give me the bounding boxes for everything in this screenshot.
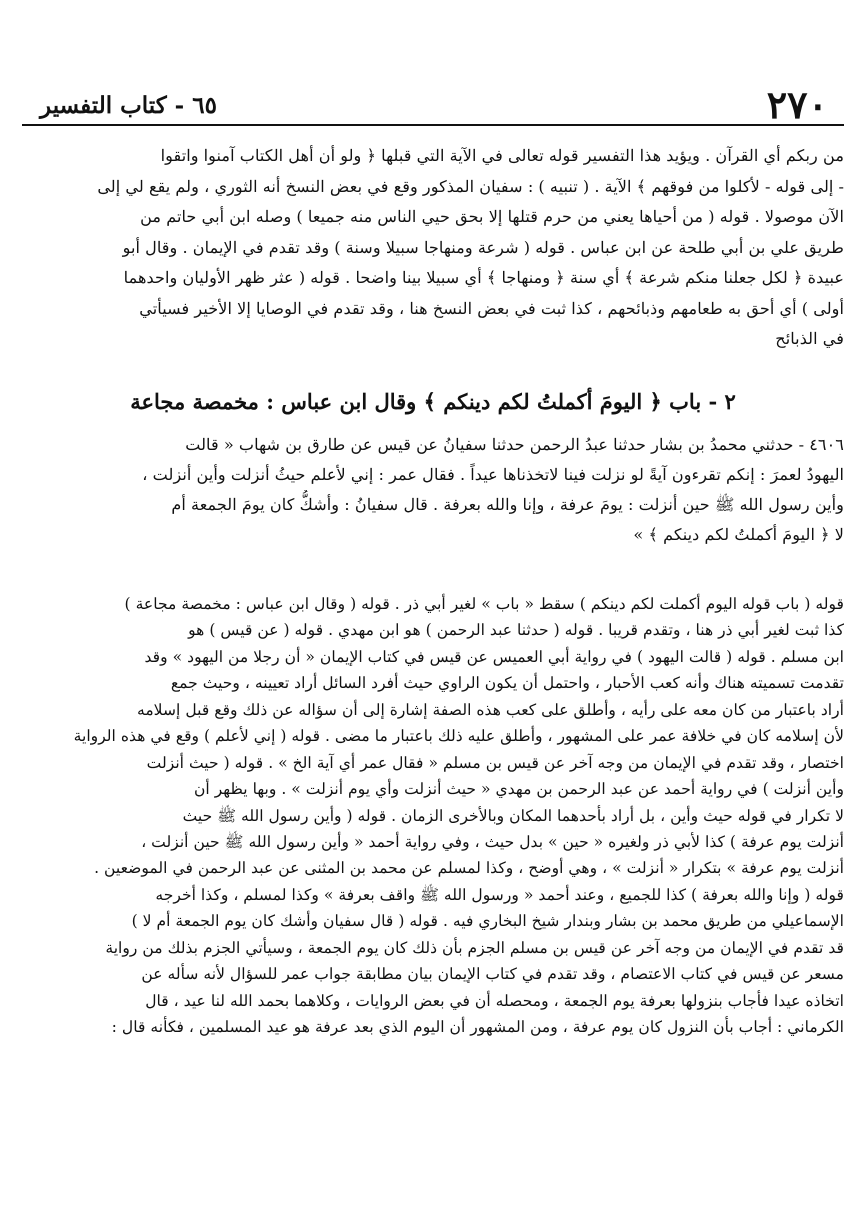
text-line: لا تكرار في قوله حيث وأين ، بل أراد بأحدهما المكان وبالأخرى الزمان . قوله ( وأين رسول الله ﷺ حيث bbox=[182, 806, 844, 825]
text-line: اتخاذه عيدا فأجاب بنزولها بعرفة يوم الجمعة ، ومحصله أن في بعض الروايات ، وكلاهما بحمد الله لنا عيد ، قال bbox=[145, 991, 844, 1010]
commentary-top bbox=[22, 141, 844, 355]
text-line: أراد باعتبار من كان معه على رأيه ، وأطلق على كعب هذه الصفة إشارة إلى أن سؤاله عن ذلك وقع قبل إسلامه bbox=[136, 700, 844, 719]
text-line: - إلى قوله - لأكلوا من فوقهم ﴾ الآية . ( تنبيه ) : سفيان المذكور وقع في بعض النسخ أنه الثوري ، ولم يقع لي إلى bbox=[97, 176, 844, 196]
text-line: تقدمت تسميته هناك وأنه كعب الأحبار ، واحتمل أن يكون الراوي حيث أفرد السائل أراد تعيينه ، وحيث جمع bbox=[170, 674, 844, 693]
hadith-text bbox=[22, 430, 844, 550]
text-line: لأن إسلامه كان في خلافة عمر على المشهور ، وأطلق عليه ذلك باعتبار ما مضى . قوله ( إني لأعلم ) وقع في هذه الرواية bbox=[73, 727, 844, 746]
page-number: ٢٧٠ bbox=[766, 82, 828, 127]
running-title: ٦٥ - كتاب التفسير bbox=[40, 92, 217, 119]
text-line: عبيدة ﴿ لكل جعلنا منكم شرعة ﴾ أي سنة ﴿ ومنهاجا ﴾ أي سبيلا بينا واضحا . قوله ( عثر ظهر الأوليان واحدهما bbox=[123, 268, 844, 287]
text-line: اختصار ، وقد تقدم في الإيمان من وجه آخر عن قيس بن مسلم « فقال عمر أي آية الخ » . قوله ( حيث أنزلت bbox=[146, 753, 844, 772]
text-line: الآن موصولا . قوله ( من أحياها يعني من حرم قتلها إلا بحق حيي الناس منه جميعا ) وصله ابن أبي حاتم من bbox=[140, 207, 844, 226]
chapter-heading: ٢ - باب ﴿ اليومَ أكملتُ لكم دينكم ﴾ وقال ابن عباس : مخمصة مجاعة bbox=[130, 389, 736, 414]
text-line: الكرماني : أجاب بأن النزول كان يوم عرفة ، ومن المشهور أن اليوم الذي بعد عرفة هو عيد المسلمين ، فكأنه قال : bbox=[111, 1018, 844, 1036]
hadith-line: اليهودُ لعمرَ : إنكم تقرءون آيةً لو نزلت فينا لاتخذناها عيداً . فقال عمر : إني لأعلم حيثُ أنزلت وأين أنزلت ، bbox=[142, 465, 844, 484]
book-page bbox=[22, 0, 844, 1227]
text-line: أنزلت يوم عرفة » بتكرار « أنزلت » ، وهي أوضح ، وكذا لمسلم عن محمد بن المثنى عن عبد الرحمن في الموضعين . bbox=[94, 859, 844, 878]
text-line: قد تقدم في الإيمان من وجه آخر عن قيس بن مسلم الجزم بأن ذلك كان يوم الجمعة ، وسيأتي الجزم بذلك من رواية bbox=[105, 938, 844, 957]
text-line: من ربكم أي القرآن . ويؤيد هذا التفسير قوله تعالى في الآية التي قبلها ﴿ ولو أن أهل الكتاب آمنوا واتقوا bbox=[160, 146, 844, 165]
text-line: أولى ) أي أحق به طعامهم وذبائحهم ، كذا ثبت في بعض النسخ هنا ، وقد تقدم في الوصايا إلا الأخير فسيأتي bbox=[139, 298, 844, 318]
text-line: قوله ( وإنا والله بعرفة ) كذا للجميع ، وعند أحمد « ورسول الله ﷺ واقف بعرفة » وكذا لمسلم ، وكذا أخرجه bbox=[155, 885, 844, 904]
text-line: وأين أنزلت ) في رواية أحمد عن عبد الرحمن بن مهدي « حيث أنزلت وأي يوم أنزلت » . وبها يظهر أن bbox=[193, 780, 844, 799]
text-line: في الذبائح bbox=[775, 329, 844, 348]
hadith-line: لا ﴿ اليومَ أكملتُ لكم دينكم ﴾ » bbox=[633, 525, 844, 544]
commentary-bottom bbox=[22, 591, 844, 1040]
text-line: الإسماعيلي من طريق محمد بن بشار وبندار شيخ البخاري فيه . قوله ( قال سفيان وأشك كان يوم الجمعة أم لا ) bbox=[131, 912, 844, 931]
text-line: طريق علي بن أبي طلحة عن ابن عباس . قوله ( شرعة ومنهاجا سبيلا وسنة ) وقد تقدم في الإيمان . وقال أبو bbox=[122, 237, 844, 257]
hadith-line: وأين رسول الله ﷺ حين أنزلت : يومَ عرفة ، وإنا والله بعرفة . قال سفيانُ : وأشكُّ كان يومَ الجمعة أم bbox=[171, 495, 844, 514]
page-header bbox=[22, 82, 844, 127]
text-line: كذا ثبت لغير أبي ذر هنا ، وتقدم قريبا . قوله ( حدثنا عبد الرحمن ) هو ابن مهدي . قوله ( عن قيس ) هو bbox=[188, 621, 844, 640]
hadith-line: ٤٦٠٦ - حدثني محمدُ بن بشار حدثنا عبدُ الرحمن حدثنا سفيانُ عن قيس عن طارق بن شهاب « قالت bbox=[185, 435, 844, 454]
text-line: قوله ( باب قوله اليوم أكملت لكم دينكم ) سقط « باب » لغير أبي ذر . قوله ( وقال ابن عباس : مخمصة مجاعة ) bbox=[124, 595, 844, 613]
text-line: مسعر عن قيس في كتاب الاعتصام ، وقد تقدم في كتاب الإيمان بيان مطابقة جواب عمر للسؤال لأنه سأله عن bbox=[141, 965, 844, 984]
text-line: أنزلت يوم عرفة ) كذا لأبي ذر ولغيره « حين » بدل حيث ، وفي رواية أحمد « وأين رسول الله ﷺ حين أنزلت ، bbox=[141, 832, 844, 851]
text-line: ابن مسلم . قوله ( قالت اليهود ) في رواية أبي العميس عن قيس في كتاب الإيمان « أن رجلا من اليهود » وقد bbox=[144, 647, 844, 666]
